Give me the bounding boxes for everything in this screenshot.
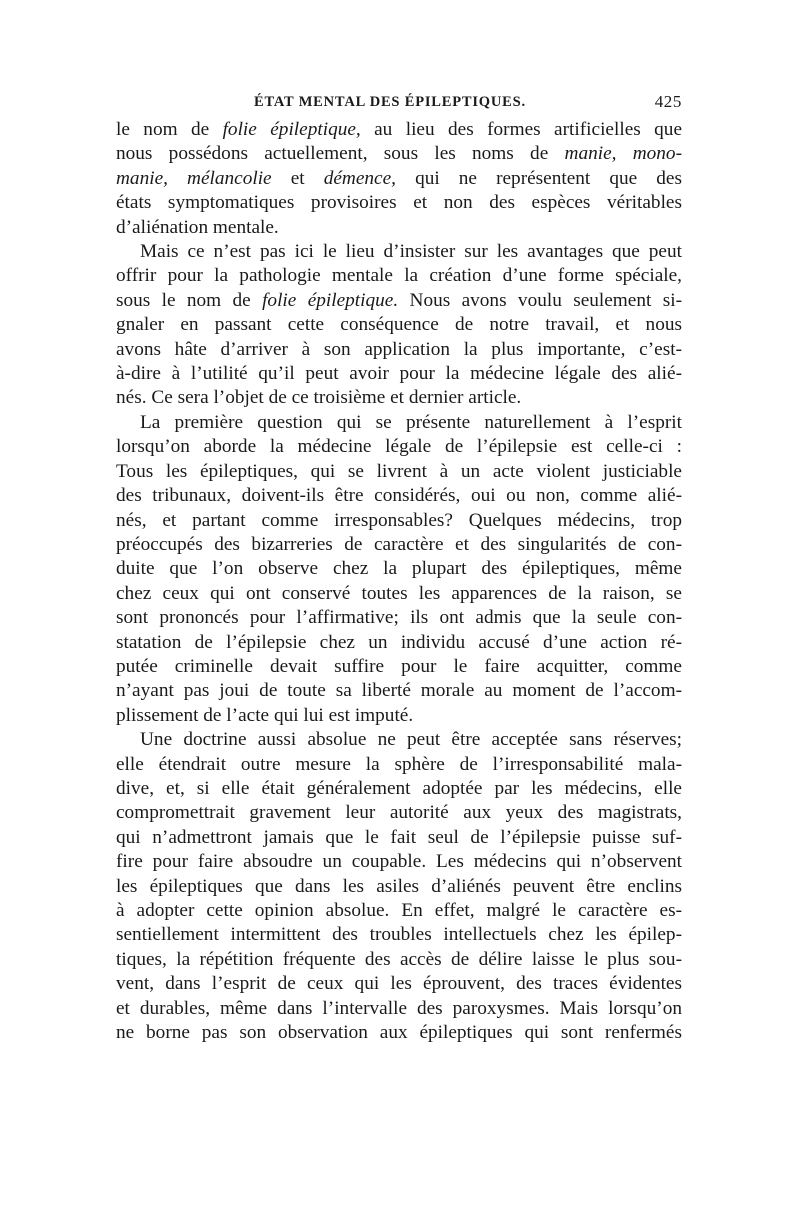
italic-term: manie, mono- (564, 143, 682, 165)
italic-term: folie épileptique. (262, 289, 399, 311)
text-line (116, 338, 682, 362)
paragraph (116, 728, 682, 1045)
text-line (116, 264, 682, 288)
book-page (116, 92, 682, 1045)
paragraph (116, 118, 682, 240)
text-line (116, 997, 682, 1021)
text-line (116, 826, 682, 850)
text-run: nous possédons actuellement, sous les noms de (116, 143, 565, 165)
text-run: fire pour faire absoudre un coupable. Les médecins qui n’observent (116, 851, 682, 873)
text-line (116, 484, 682, 508)
text-run: dive, et, si elle était généralement adoptée par les médecins, elle (116, 777, 682, 799)
text-line (116, 118, 682, 142)
text-run: sont prononcés pour l’affirmative; ils ont admis que la seule con- (116, 607, 682, 629)
italic-term: manie, mélancolie (116, 167, 272, 189)
page-number: 425 (654, 92, 682, 111)
body-text (116, 118, 682, 1045)
text-run: qui n’admettront jamais que le fait seul de l’épilepsie puisse suf- (116, 826, 682, 848)
text-line (116, 509, 682, 533)
text-run: duite que l’on observe chez la plupart des épileptiques, même (116, 558, 682, 580)
text-line (116, 533, 682, 557)
text-run: avons hâte d’arriver à son application la plus importante, c’est- (116, 338, 682, 360)
text-run: et (271, 167, 324, 189)
text-run: à adopter cette opinion absolue. En effet, malgré le caractère es- (116, 900, 682, 921)
text-run: lorsqu’on aborde la médecine légale de l’épilepsie est celle-ci : (116, 436, 682, 458)
text-run: n’ayant pas joui de toute sa liberté morale au moment de l’accom- (116, 680, 682, 702)
text-line (116, 191, 682, 215)
text-run: gnaler en passant cette conséquence de notre travail, et nous (116, 314, 682, 336)
text-run: d’aliénation mentale. (116, 216, 279, 238)
text-run: elle étendrait outre mesure la sphère de l’irresponsabilité mala- (116, 753, 682, 775)
text-line (116, 289, 682, 313)
text-line (116, 313, 682, 337)
italic-term: folie épileptique, (222, 119, 361, 140)
text-run: tiques, la répétition fréquente des accès de délire laisse le plus sou- (116, 948, 682, 970)
text-line (116, 801, 682, 825)
text-line (116, 142, 682, 166)
text-run: chez ceux qui ont conservé toutes les apparences de la raison, se (116, 582, 682, 604)
text-line (116, 899, 682, 923)
text-line (116, 923, 682, 947)
text-run: sous le nom de (116, 289, 263, 311)
italic-term: démence, (323, 167, 396, 189)
text-line (116, 167, 682, 191)
text-line (116, 386, 682, 410)
text-run: compromettrait gravement leur autorité aux yeux des magistrats, (116, 802, 682, 824)
text-run: le nom de (116, 119, 223, 140)
text-line (116, 777, 682, 801)
text-line (116, 557, 682, 581)
text-run: statation de l’épilepsie chez un individu accusé d’une action ré- (116, 631, 682, 653)
text-run: vent, dans l’esprit de ceux qui les éprouvent, des traces évidentes (116, 973, 682, 995)
text-line (116, 411, 682, 435)
text-line (116, 972, 682, 996)
text-run: La première question qui se présente naturellement à l’esprit (140, 411, 682, 433)
running-head (116, 92, 682, 118)
text-run: Mais ce n’est pas ici le lieu d’insister sur les avantages que peut (140, 241, 682, 263)
text-run: nés. Ce sera l’objet de ce troisième et dernier article. (116, 387, 522, 409)
paragraph (116, 411, 682, 728)
text-line (116, 679, 682, 703)
text-run: Une doctrine aussi absolue ne peut être acceptée sans réserves; (140, 729, 682, 751)
paragraph (116, 240, 682, 411)
text-run: à-dire à l’utilité qu’il peut avoir pour la médecine légale des alié- (116, 363, 682, 385)
text-line (116, 606, 682, 630)
text-run: putée criminelle devait suffire pour le faire acquitter, comme (116, 655, 682, 677)
text-run: états symptomatiques provisoires et non des espèces véritables (116, 192, 682, 214)
text-run: préoccupés des bizarreries de caractère et des singularités de con- (116, 533, 682, 555)
text-line (116, 948, 682, 972)
text-line (116, 875, 682, 899)
text-line (116, 362, 682, 386)
text-line (116, 704, 682, 728)
text-run: Tous les épileptiques, qui se livrent à un acte violent justiciable (116, 460, 682, 482)
text-run: les épileptiques que dans les asiles d’aliénés peuvent être enclins (116, 875, 682, 897)
text-line (116, 753, 682, 777)
text-run: et durables, même dans l’intervalle des paroxysmes. Mais lorsqu’on (116, 997, 682, 1019)
text-run: plissement de l’acte qui lui est imputé. (116, 704, 414, 726)
text-line (116, 631, 682, 655)
text-run: Nous avons voulu seulement si- (398, 289, 682, 311)
text-line (116, 655, 682, 679)
text-run: qui ne représentent que des (395, 167, 682, 189)
text-run: nés, et partant comme irresponsables? Quelques médecins, trop (116, 509, 682, 531)
text-run: ne borne pas son observation aux épileptiques qui sont renfermés (116, 1022, 682, 1044)
text-line (116, 728, 682, 752)
text-line (116, 216, 682, 240)
text-run: au lieu des formes artificielles que (360, 119, 682, 140)
text-line (116, 435, 682, 459)
running-title: ÉTAT MENTAL DES ÉPILEPTIQUES. (254, 94, 526, 110)
text-line (116, 460, 682, 484)
text-line (116, 240, 682, 264)
text-run: des tribunaux, doivent-ils être considérés, oui ou non, comme alié- (116, 485, 682, 507)
text-run: sentiellement intermittent des troubles intellectuels chez les épilep- (116, 924, 682, 946)
text-line (116, 582, 682, 606)
text-run: offrir pour la pathologie mentale la création d’une forme spéciale, (116, 265, 682, 287)
text-line (116, 850, 682, 874)
text-line (116, 1021, 682, 1045)
